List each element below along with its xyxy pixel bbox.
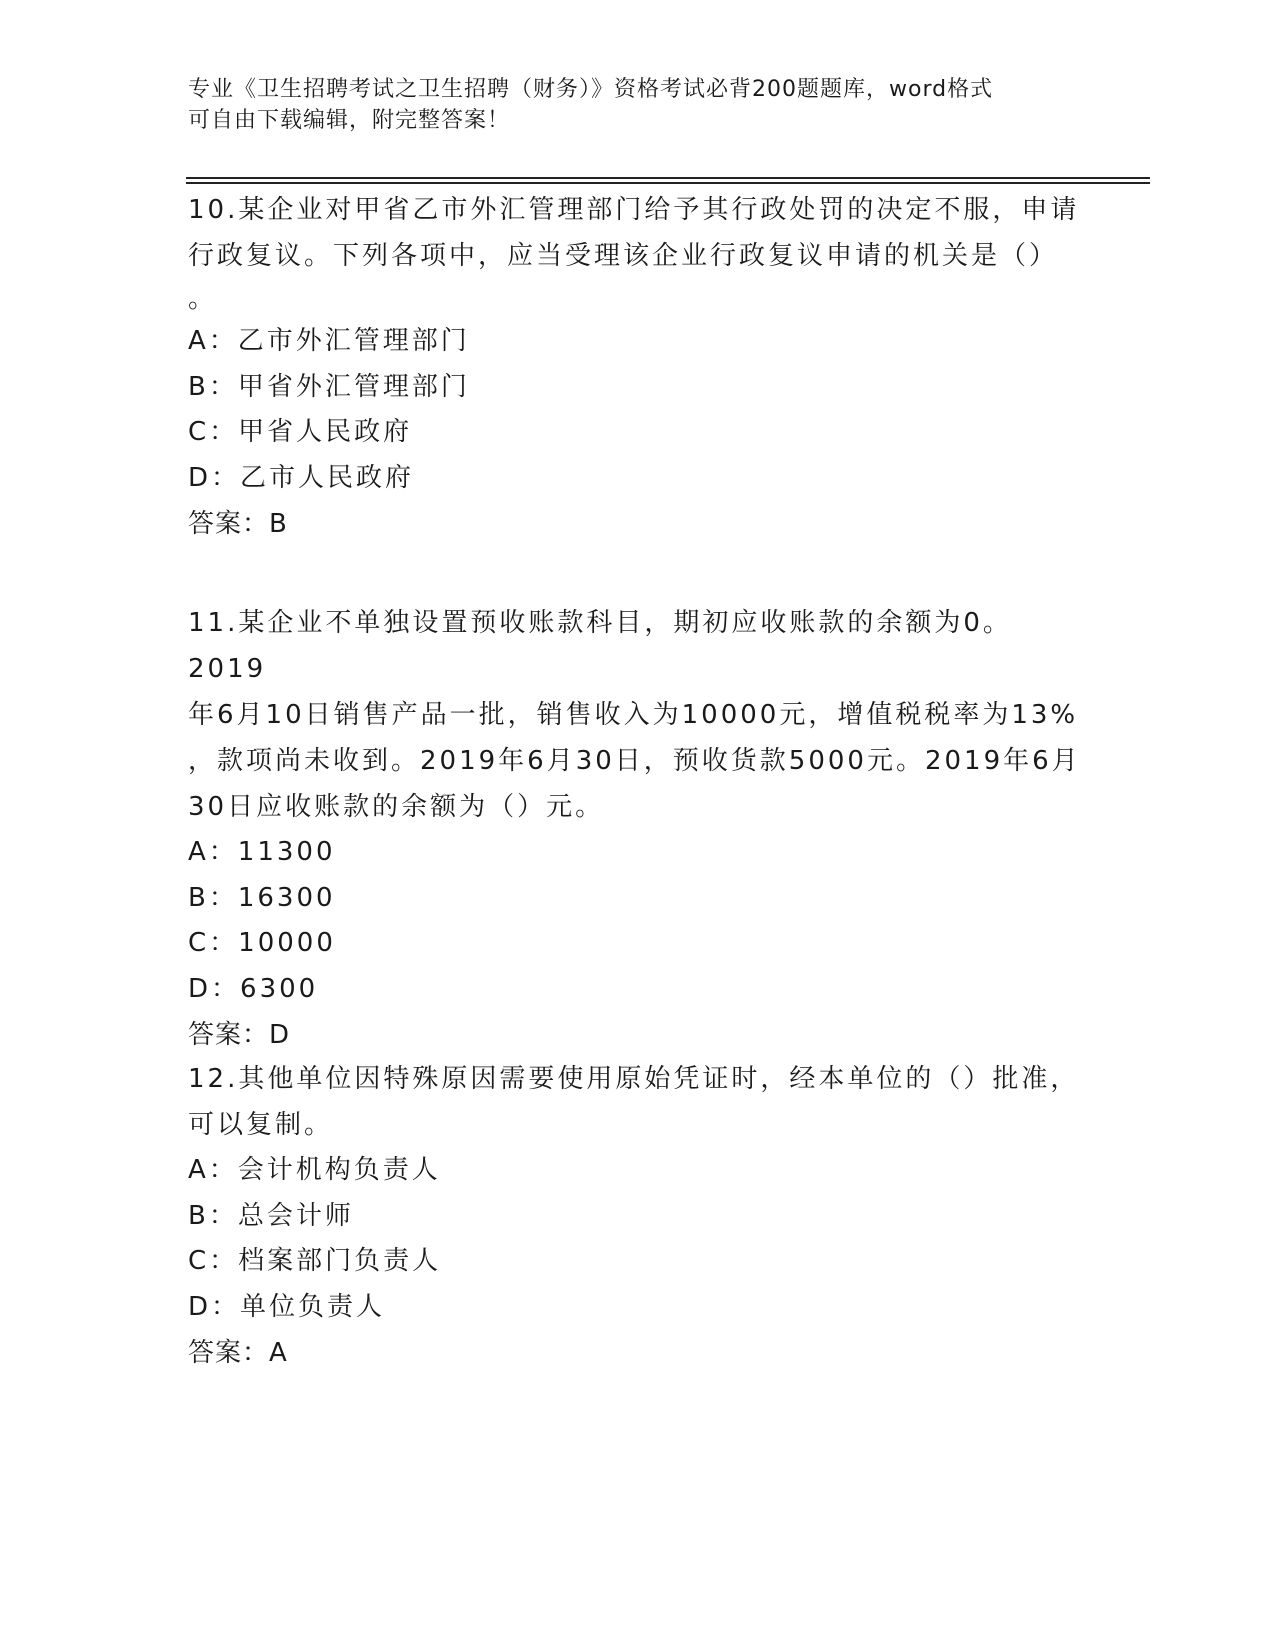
document-header (188, 74, 1068, 136)
answer: 答案：A (188, 1338, 288, 1368)
option-b: B：甲省外汇管理部门 (188, 371, 470, 402)
question-12 (188, 1056, 1088, 1376)
header-line-1: 专业《卫生招聘考试之卫生招聘（财务）》资格考试必背200题题库，word格式 (188, 77, 994, 102)
option-d: D：6300 (188, 973, 319, 1004)
answer: 答案：D (188, 1020, 291, 1050)
header-divider-bottom (186, 182, 1150, 184)
question-10 (188, 187, 1088, 547)
option-c: C：甲省人民政府 (188, 417, 413, 447)
option-c: C：10000 (188, 928, 336, 958)
option-c: C：档案部门负责人 (188, 1246, 442, 1276)
option-a: A：11300 (188, 837, 336, 867)
option-b: B：16300 (188, 882, 336, 913)
option-a: A：会计机构负责人 (188, 1155, 441, 1185)
question-11 (188, 600, 1088, 1058)
question-text-line: 10.某企业对甲省乙市外汇管理部门给予其行政处罚的决定不服，申请 (188, 195, 1080, 225)
answer: 答案：B (188, 509, 288, 539)
option-a: A：乙市外汇管理部门 (188, 326, 470, 356)
question-text-line: 行政复议。下列各项中，应当受理该企业行政复议申请的机关是（） (188, 241, 1059, 271)
question-text-line: 年6月10日销售产品一批，销售收入为10000元，增值税税率为13% (188, 700, 1079, 730)
question-text-line: 。 (188, 284, 218, 314)
question-text-line: ，款项尚未收到。2019年6月30日，预收货款5000元。2019年6月 (188, 746, 1081, 776)
question-text-line: 12.其他单位因特殊原因需要使用原始凭证时，经本单位的（）批准， (188, 1064, 1080, 1094)
question-text-line: 可以复制。 (188, 1110, 334, 1140)
question-text-line: 11.某企业不单独设置预收账款科目，期初应收账款的余额为0。2019 (188, 608, 1012, 684)
question-text-line: 30日应收账款的余额为（）元。 (188, 792, 605, 822)
header-line-2: 可自由下载编辑，附完整答案！ (188, 108, 511, 133)
option-d: D：乙市人民政府 (188, 462, 415, 493)
option-b: B：总会计师 (188, 1200, 354, 1231)
header-divider-top (186, 177, 1150, 179)
option-d: D：单位负责人 (188, 1291, 386, 1322)
